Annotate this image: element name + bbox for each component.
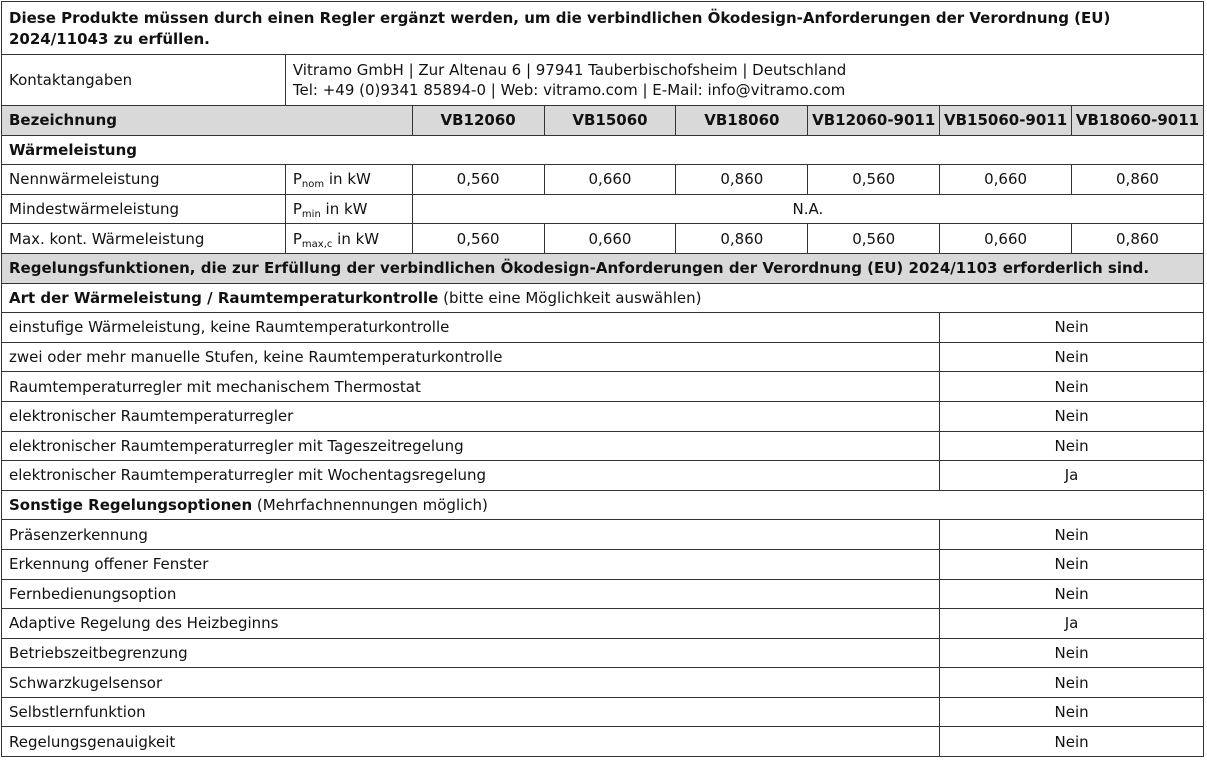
table-row bbox=[2, 431, 1204, 461]
row-label: einstufige Wärmeleistung, keine Raumtemperaturkontrolle bbox=[2, 313, 940, 343]
value-cell: Nein bbox=[940, 638, 1204, 668]
table-row bbox=[2, 549, 1204, 579]
table-row bbox=[2, 520, 1204, 550]
value-cell: 0,860 bbox=[676, 165, 808, 195]
value-cell: Ja bbox=[940, 461, 1204, 491]
value-cell: Nein bbox=[940, 372, 1204, 402]
value-cell: 0,560 bbox=[412, 224, 544, 254]
value-cell: Nein bbox=[940, 697, 1204, 727]
table-title: Diese Produkte müssen durch einen Regler ergänzt werden, um die verbindlichen Ökodesign-Anforderungen der Verordnung (EU) 2024/11043 zu erfüllen. bbox=[2, 2, 1204, 55]
contact-line-1: Vitramo GmbH | Zur Altenau 6 | 97941 Tauberbischofsheim | Deutschland bbox=[292, 61, 847, 79]
row-label: Mindestwärmeleistung bbox=[2, 194, 286, 224]
row-label: zwei oder mehr manuelle Stufen, keine Raumtemperaturkontrolle bbox=[2, 342, 940, 372]
section-other-options-title: Sonstige Regelungsoptionen bbox=[9, 496, 253, 515]
row-label: elektronischer Raumtemperaturregler mit Tageszeitregelung bbox=[2, 431, 940, 461]
model-header: VB15060-9011 bbox=[940, 106, 1072, 136]
contact-row bbox=[2, 55, 1204, 106]
section-heat-type-title: Art der Wärmeleistung / Raumtemperaturkontrolle bbox=[9, 288, 439, 307]
unit: in kW bbox=[332, 229, 380, 248]
ecodesign-table bbox=[1, 1, 1204, 757]
contact-label: Kontaktangaben bbox=[2, 55, 286, 106]
row-label: elektronischer Raumtemperaturregler bbox=[2, 401, 940, 431]
value-cell: 0,660 bbox=[544, 224, 676, 254]
symbol-sub: nom bbox=[301, 179, 325, 191]
contact-details bbox=[285, 55, 1203, 106]
table-row bbox=[2, 697, 1204, 727]
row-label: Nennwärmeleistung bbox=[2, 165, 286, 195]
header-label: Bezeichnung bbox=[2, 106, 413, 136]
table-row bbox=[2, 313, 1204, 343]
row-label: Selbstlernfunktion bbox=[2, 697, 940, 727]
value-cell: 0,660 bbox=[940, 224, 1072, 254]
table-row bbox=[2, 727, 1204, 757]
model-header: VB15060 bbox=[544, 106, 676, 136]
section-row bbox=[2, 135, 1204, 165]
table-row bbox=[2, 194, 1204, 224]
value-cell: Nein bbox=[940, 342, 1204, 372]
section-heat-output: Wärmeleistung bbox=[2, 135, 1204, 165]
table-row bbox=[2, 342, 1204, 372]
section-row bbox=[2, 283, 1204, 313]
section-control-functions: Regelungsfunktionen, die zur Erfüllung der verbindlichen Ökodesign-Anforderungen der Verordnung (EU) 2024/1103 erforderlich sind. bbox=[2, 253, 1204, 283]
symbol-cell bbox=[285, 194, 412, 224]
table-row bbox=[2, 668, 1204, 698]
table-row bbox=[2, 224, 1204, 254]
row-label: Raumtemperaturregler mit mechanischem Thermostat bbox=[2, 372, 940, 402]
model-header: VB12060-9011 bbox=[808, 106, 940, 136]
value-cell: Nein bbox=[940, 579, 1204, 609]
section-other-options-note: (Mehrfachnennungen möglich) bbox=[252, 496, 488, 515]
section-other-options bbox=[2, 490, 1204, 520]
row-label: Schwarzkugelsensor bbox=[2, 668, 940, 698]
row-label: Regelungsgenauigkeit bbox=[2, 727, 940, 757]
symbol-cell bbox=[285, 224, 412, 254]
symbol-cell bbox=[285, 165, 412, 195]
value-cell: N.A. bbox=[412, 194, 1203, 224]
row-label: elektronischer Raumtemperaturregler mit Wochentagsregelung bbox=[2, 461, 940, 491]
table-row bbox=[2, 638, 1204, 668]
row-label: Adaptive Regelung des Heizbeginns bbox=[2, 609, 940, 639]
value-cell: Nein bbox=[940, 727, 1204, 757]
table-row bbox=[2, 461, 1204, 491]
header-row bbox=[2, 106, 1204, 136]
value-cell: Ja bbox=[940, 609, 1204, 639]
model-header: VB12060 bbox=[412, 106, 544, 136]
section-heat-type bbox=[2, 283, 1204, 313]
symbol-sub: min bbox=[301, 209, 321, 221]
title-row bbox=[2, 2, 1204, 55]
table-row bbox=[2, 609, 1204, 639]
row-label: Erkennung offener Fenster bbox=[2, 549, 940, 579]
value-cell: 0,660 bbox=[940, 165, 1072, 195]
value-cell: 0,660 bbox=[544, 165, 676, 195]
model-header: VB18060 bbox=[676, 106, 808, 136]
row-label: Betriebszeitbegrenzung bbox=[2, 638, 940, 668]
value-cell: 0,560 bbox=[808, 224, 940, 254]
value-cell: Nein bbox=[940, 313, 1204, 343]
value-cell: Nein bbox=[940, 431, 1204, 461]
unit: in kW bbox=[320, 200, 368, 219]
section-row bbox=[2, 253, 1204, 283]
value-cell: 0,560 bbox=[412, 165, 544, 195]
row-label: Max. kont. Wärmeleistung bbox=[2, 224, 286, 254]
contact-line-2: Tel: +49 (0)9341 85894-0 | Web: vitramo.com | E-Mail: info@vitramo.com bbox=[292, 81, 846, 99]
value-cell: Nein bbox=[940, 520, 1204, 550]
value-cell: 0,560 bbox=[808, 165, 940, 195]
table-row bbox=[2, 372, 1204, 402]
model-header: VB18060-9011 bbox=[1072, 106, 1204, 136]
symbol: P bbox=[292, 170, 302, 189]
value-cell: Nein bbox=[940, 549, 1204, 579]
table-row bbox=[2, 401, 1204, 431]
row-label: Präsenzerkennung bbox=[2, 520, 940, 550]
symbol: P bbox=[292, 200, 302, 219]
unit: in kW bbox=[324, 170, 371, 189]
value-cell: Nein bbox=[940, 668, 1204, 698]
row-label: Fernbedienungsoption bbox=[2, 579, 940, 609]
value-cell: Nein bbox=[940, 401, 1204, 431]
value-cell: 0,860 bbox=[676, 224, 808, 254]
value-cell: 0,860 bbox=[1072, 224, 1204, 254]
table-row bbox=[2, 579, 1204, 609]
section-row bbox=[2, 490, 1204, 520]
table-row bbox=[2, 165, 1204, 195]
symbol: P bbox=[292, 229, 302, 248]
value-cell: 0,860 bbox=[1072, 165, 1204, 195]
symbol-sub: max,c bbox=[301, 238, 333, 250]
section-heat-type-note: (bitte eine Möglichkeit auswählen) bbox=[438, 288, 702, 307]
